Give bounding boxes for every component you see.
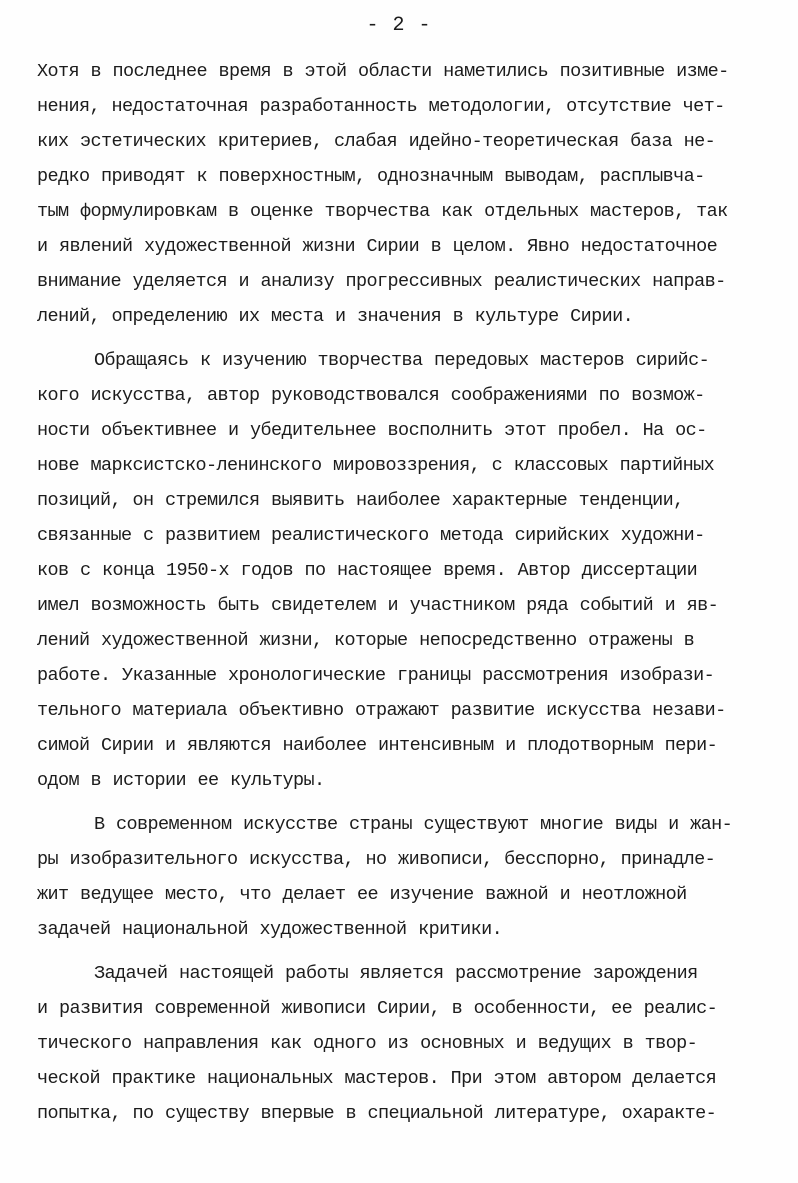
text-line: ких эстетических критериев, слабая идейно-теоретическая база не- — [37, 131, 716, 152]
text-line: ности объективнее и убедительнее восполнить этот пробел. На ос- — [37, 420, 707, 441]
text-line: Хотя в последнее время в этой области наметились позитивные изме- — [37, 61, 729, 82]
text-line: тым формулировкам в оценке творчества как отдельных мастеров, так — [37, 201, 728, 222]
text-line: лений, определению их места и значения в культуре Сирии. — [37, 306, 634, 327]
paragraph-1 — [37, 54, 781, 334]
text-line: и явлений художественной жизни Сирии в целом. Явно недостаточное — [37, 236, 718, 257]
text-line: имел возможность быть свидетелем и участником ряда событий и яв- — [37, 595, 719, 616]
text-line: нения, недостаточная разработанность методологии, отсутствие чет- — [37, 96, 725, 117]
body-text — [37, 54, 781, 1131]
text-line: и развития современной живописи Сирии, в особенности, ее реалис- — [37, 998, 718, 1019]
text-line: симой Сирии и являются наиболее интенсивным и плодотворным пери- — [37, 735, 718, 756]
text-line-indented: Обращаясь к изучению творчества передовых мастеров сирийс- — [94, 350, 710, 371]
text-line: попытка, по существу впервые в специальной литературе, охаракте- — [37, 1103, 717, 1124]
paragraph-spacer — [37, 798, 781, 807]
paragraph-spacer — [37, 334, 781, 343]
text-line: связанные с развитием реалистического метода сирийских художни- — [37, 525, 705, 546]
text-line: нове марксистско-ленинского мировоззрения, с классовых партийных — [37, 455, 715, 476]
paragraph-3 — [37, 807, 781, 947]
paragraph-2 — [37, 343, 781, 798]
text-line: жит ведущее место, что делает ее изучение важной и неотложной — [37, 884, 687, 905]
paragraph-4 — [37, 956, 781, 1131]
text-line-indented: В современном искусстве страны существуют многие виды и жан- — [94, 814, 733, 835]
text-line: ческой практике национальных мастеров. При этом автором делается — [37, 1068, 717, 1089]
text-line: задачей национальной художественной критики. — [37, 919, 503, 940]
text-line: ков с конца 1950-х годов по настоящее время. Автор диссертации — [37, 560, 698, 581]
text-line: тельного материала объективно отражают развитие искусства незави- — [37, 700, 726, 721]
text-line: работе. Указанные хронологические границы рассмотрения изобрази- — [37, 665, 715, 686]
page-number: - 2 - — [366, 14, 432, 37]
text-line-indented: Задачей настоящей работы является рассмотрение зарождения — [94, 963, 698, 984]
paragraph-spacer — [37, 947, 781, 956]
text-line: тического направления как одного из основных и ведущих в твор- — [37, 1033, 698, 1054]
text-line: позиций, он стремился выявить наиболее характерные тенденции, — [37, 490, 684, 511]
text-line: одом в истории ее культуры. — [37, 770, 325, 791]
text-line: внимание уделяется и анализу прогрессивных реалистических направ- — [37, 271, 726, 292]
text-line: редко приводят к поверхностным, однозначным выводам, расплывча- — [37, 166, 705, 187]
text-line: лений художественной жизни, которые непосредственно отражены в — [37, 630, 695, 651]
text-line: кого искусства, автор руководствовался соображениями по возмож- — [37, 385, 705, 406]
text-line: ры изобразительного искусства, но живописи, бесспорно, принадле- — [37, 849, 716, 870]
